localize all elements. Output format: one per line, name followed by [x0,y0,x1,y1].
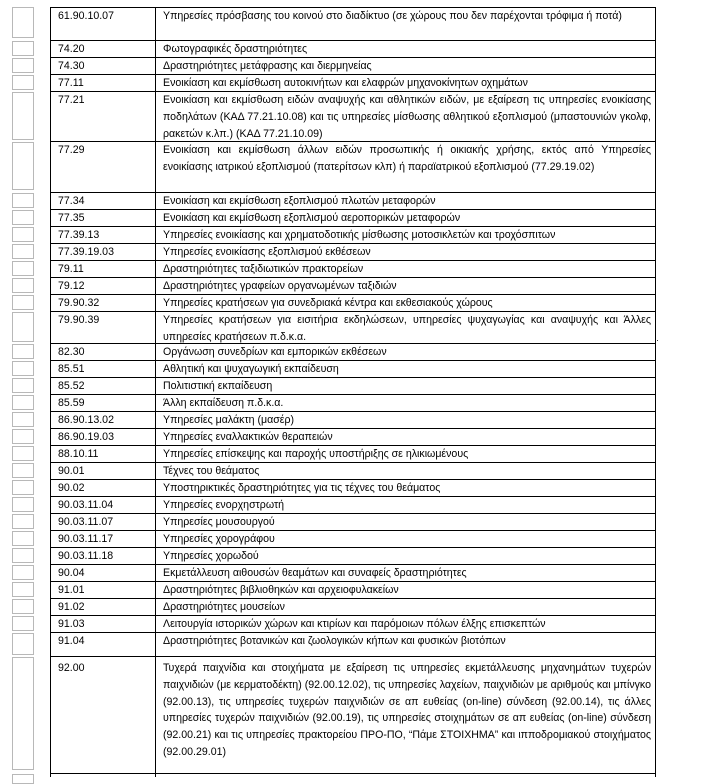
activity-description: Ενοικίαση και εκμίσθωση ειδών αναψυχής και αθλητικών ειδών, με εξαίρεση τις υπηρεσίες ενοικίασης ποδηλάτων (ΚΑΔ 77.21.10.08) και τις υπηρεσίες μίσθωσης αθλητικού εξοπλισμού (μπαστουνιών γκολφ, ρακετών κ.λπ.) (ΚΑΔ 77.21.10.09) [155,91,656,141]
stray-mark [657,340,658,341]
row-checkbox[interactable] [12,599,34,614]
table-row [0,656,703,773]
row-checkbox[interactable] [12,193,34,208]
activity-code: 90.03.11.04 [50,496,155,513]
activity-code: 86.90.13.02 [50,411,155,428]
activity-description [155,773,656,777]
row-checkbox[interactable] [12,75,34,90]
activity-code: 74.20 [50,40,155,57]
activity-description: Υπηρεσίες κρατήσεων για εισιτήρια εκδηλώσεων, υπηρεσίες ψυχαγωγίας και αναψυχής και Άλλες υπηρεσίες κρατήσεων π.δ.κ.α. [155,311,656,343]
activity-description: Τέχνες του θεάματος [155,462,656,479]
row-checkbox[interactable] [12,531,34,546]
row-checkbox[interactable] [12,261,34,276]
table-row [0,277,703,294]
activity-description: Φωτογραφικές δραστηριότητες [155,40,656,57]
table-row [0,564,703,581]
table-row [0,394,703,411]
table-row [0,311,703,343]
activity-description: Άλλη εκπαίδευση π.δ.κ.α. [155,394,656,411]
table-row [0,141,703,192]
table-row [0,226,703,243]
activity-code: 77.34 [50,192,155,209]
activity-code: 90.01 [50,462,155,479]
activity-description: Δραστηριότητες μουσείων [155,598,656,615]
activity-description: Ενοικίαση και εκμίσθωση άλλων ειδών προσωπικής ή οικιακής χρήσης, εκτός από Υπηρεσίες ενοικίασης ιατρικού εξοπλισμού (πατερίτσων κλπ) ή παραϊατρικού εξοπλισμού (77.29.19.02) [155,141,656,192]
activity-description: Ενοικίαση και εκμίσθωση εξοπλισμού πλωτών μεταφορών [155,192,656,209]
activity-code: 90.02 [50,479,155,496]
row-checkbox[interactable] [12,774,34,784]
table-row [0,91,703,141]
table-row [0,598,703,615]
row-checkbox[interactable] [12,344,34,359]
activity-code: 90.03.11.18 [50,547,155,564]
activity-description: Δραστηριότητες βιβλιοθηκών και αρχειοφυλακείων [155,581,656,598]
table-row [0,40,703,57]
activity-code: 85.51 [50,360,155,377]
activity-code: 88.10.11 [50,445,155,462]
table-row [0,343,703,360]
activity-description: Δραστηριότητες μετάφρασης και διερμηνείας [155,57,656,74]
activity-code: 77.39.13 [50,226,155,243]
activity-code: 92.00 [50,656,155,773]
table-row [0,581,703,598]
activity-description: Εκμετάλλευση αιθουσών θεαμάτων και συναφείς δραστηριότητες [155,564,656,581]
activity-code: 91.04 [50,632,155,656]
activity-description: Οργάνωση συνεδρίων και εμπορικών εκθέσεων [155,343,656,360]
activity-description: Υπηρεσίες επίσκεψης και παροχής υποστήριξης σε ηλικιωμένους [155,445,656,462]
activity-code: 79.90.32 [50,294,155,311]
row-checkbox[interactable] [12,412,34,427]
activity-description: Υπηρεσίες χορωδού [155,547,656,564]
activity-description: Ενοικίαση και εκμίσθωση εξοπλισμού αεροπορικών μεταφορών [155,209,656,226]
row-checkbox[interactable] [12,429,34,444]
activity-code: 61.90.10.07 [50,7,155,40]
table-row [0,496,703,513]
row-checkbox[interactable] [12,548,34,563]
activity-code [50,773,155,777]
activity-description: Υπηρεσίες ενοικίασης και χρηματοδοτικής μίσθωσης μοτοσικλετών και τροχόσπιτων [155,226,656,243]
activity-code: 90.04 [50,564,155,581]
activity-code: 85.52 [50,377,155,394]
table-row [0,74,703,91]
row-checkbox[interactable] [12,7,34,38]
table-row [0,209,703,226]
activity-code: 79.90.39 [50,311,155,343]
activity-description: Υποστηρικτικές δραστηριότητες για τις τέχνες του θεάματος [155,479,656,496]
activity-description: Αθλητική και ψυχαγωγική εκπαίδευση [155,360,656,377]
activity-description: Πολιτιστική εκπαίδευση [155,377,656,394]
activity-description: Υπηρεσίες μαλάκτη (μασέρ) [155,411,656,428]
activity-description: Υπηρεσίες ενοικίασης εξοπλισμού εκθέσεων [155,243,656,260]
table-row-partial [0,773,703,777]
row-checkbox[interactable] [12,497,34,512]
activity-code: 90.03.11.17 [50,530,155,547]
activity-description: Δραστηριότητες ταξιδιωτικών πρακτορείων [155,260,656,277]
row-checkbox[interactable] [12,312,34,342]
row-checkbox[interactable] [12,395,34,410]
table-row [0,428,703,445]
row-checkbox[interactable] [12,278,34,293]
row-checkbox[interactable] [12,361,34,376]
activity-code: 91.01 [50,581,155,598]
table-row [0,294,703,311]
activity-code: 90.03.11.07 [50,513,155,530]
table-row [0,360,703,377]
activity-code: 79.12 [50,277,155,294]
row-checkbox[interactable] [12,142,34,190]
row-checkbox[interactable] [12,227,34,242]
table-row [0,632,703,656]
activity-code: 77.11 [50,74,155,91]
row-checkbox[interactable] [12,92,34,140]
table-row [0,479,703,496]
row-checkbox[interactable] [12,58,34,73]
table-row [0,530,703,547]
activity-code: 77.21 [50,91,155,141]
activity-description: Τυχερά παιχνίδια και στοιχήματα με εξαίρεση τις υπηρεσίες εκμετάλλευσης μηχανημάτων τυχερών παιχνιδιών (με κερματοδέκτη) (92.00.12.02), τις υπηρεσίες λαχείων, παιχνιδιών με αριθμούς και μπίνγκο (92.00.13), τις υπηρεσίες τυχερών παιχνιδιών σε απ ευθείας (on-line) σύνδεση (92.00.14), τις άλλες υπηρεσίες τυχερών παιχνιδιών (92.00.19), τις υπηρεσίες στοιχημάτων σε απ ευθείας (on-line) σύνδεση (92.00.21) και τις υπηρεσίες πρακτορείου ΠΡΟ-ΠΟ, “Πάμε ΣΤΟΙΧΗΜΑ” και ιπποδρομιακού στοιχήματος (92.00.29.01) [155,656,656,773]
row-checkbox[interactable] [12,616,34,631]
row-checkbox[interactable] [12,41,34,56]
row-checkbox[interactable] [12,633,34,655]
table-row [0,615,703,632]
activity-description: Δραστηριότητες βοτανικών και ζωολογικών κήπων και φυσικών βιοτόπων [155,632,656,656]
activity-code: 85.59 [50,394,155,411]
table-row [0,57,703,74]
activity-code: 91.03 [50,615,155,632]
row-checkbox[interactable] [12,378,34,393]
activity-description: Δραστηριότητες γραφείων οργανωμένων ταξιδιών [155,277,656,294]
activity-description: Υπηρεσίες μουσουργού [155,513,656,530]
activity-description: Υπηρεσίες χορογράφου [155,530,656,547]
table-row [0,513,703,530]
activity-code: 82.30 [50,343,155,360]
activity-description: Ενοικίαση και εκμίσθωση αυτοκινήτων και ελαφρών μηχανοκίνητων οχημάτων [155,74,656,91]
table-row [0,547,703,564]
activity-code: 77.35 [50,209,155,226]
activity-code: 77.29 [50,141,155,192]
row-checkbox[interactable] [12,210,34,225]
row-checkbox[interactable] [12,514,34,529]
row-checkbox[interactable] [12,657,34,770]
row-checkbox[interactable] [12,565,34,580]
activity-description: Υπηρεσίες πρόσβασης του κοινού στο διαδίκτυο (σε χώρους που δεν παρέχονται τρόφιμα ή ποτά) [155,7,656,40]
table-row [0,377,703,394]
table-row [0,411,703,428]
activity-code: 91.02 [50,598,155,615]
activity-description: Υπηρεσίες εναλλακτικών θεραπειών [155,428,656,445]
table-row [0,192,703,209]
table-row [0,445,703,462]
row-checkbox[interactable] [12,295,34,310]
table-row [0,243,703,260]
row-checkbox[interactable] [12,446,34,461]
activity-code: 79.11 [50,260,155,277]
row-checkbox[interactable] [12,463,34,478]
activity-code: 74.30 [50,57,155,74]
row-checkbox[interactable] [12,244,34,259]
activity-description: Υπηρεσίες ενορχηστρωτή [155,496,656,513]
activity-description: Υπηρεσίες κρατήσεων για συνεδριακά κέντρα και εκθεσιακούς χώρους [155,294,656,311]
table-row [0,462,703,479]
activity-code: 86.90.19.03 [50,428,155,445]
activity-description: Λειτουργία ιστορικών χώρων και κτιρίων και παρόμοιων πόλων έλξης επισκεπτών [155,615,656,632]
row-checkbox[interactable] [12,480,34,495]
row-checkbox[interactable] [12,582,34,597]
table-row [0,260,703,277]
activity-code: 77.39.19.03 [50,243,155,260]
table-row [0,7,703,40]
